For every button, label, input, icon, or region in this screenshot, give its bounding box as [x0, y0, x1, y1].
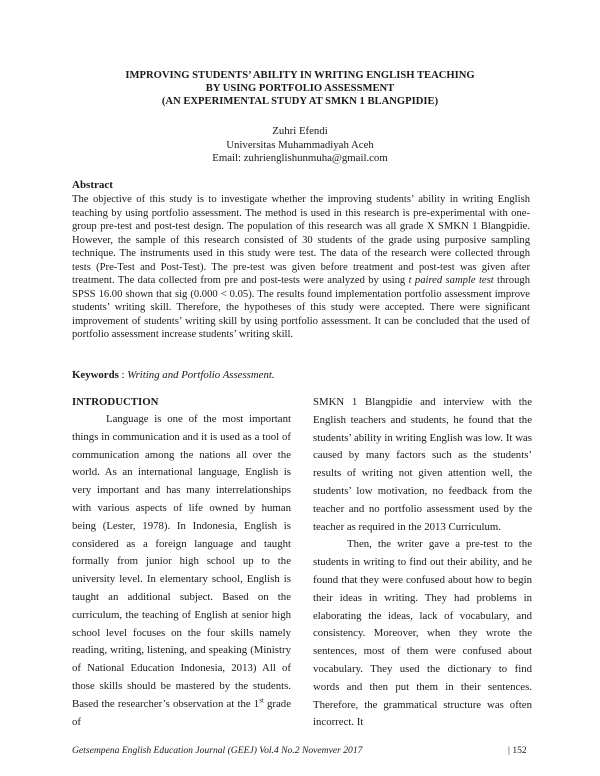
left-column	[72, 394, 291, 731]
right-column	[313, 394, 532, 732]
intro-paragraph-1-text: Language is one of the most important things in communication and it is used as a tool of communication among the nations all over the world. As an international language, English is very important and has many interrelationships with various aspects of life owned by human being (Lester, 1978). In Indonesia, English is considered as a foreign language and taught formally from junior high school up to the university level. In elementary school, English is taught an additional subject. Based on the curriculum, the teaching of English at senior high school level focuses on the four skills namely reading, writing, listening, and speaking (Ministry of National Education Indonesia, 2013) All of those skills should be mastered by the students. Based the researcher’s observation at the 1	[72, 413, 291, 710]
title-line-3: (AN EXPERIMENTAL STUDY AT SMKN 1 BLANGPIDIE)	[161, 96, 439, 107]
author-name: Zuhri Efendi	[272, 125, 328, 137]
author-block	[60, 125, 540, 166]
abstract-heading: Abstract	[72, 179, 113, 191]
keywords-label: Keywords	[72, 369, 119, 381]
introduction-heading: INTRODUCTION	[72, 396, 159, 408]
intro-paragraph-1	[72, 411, 291, 731]
abstract-text	[72, 193, 530, 342]
footer-page-number: | 152	[508, 745, 527, 756]
keywords-line	[72, 369, 275, 381]
abstract-italic-term: t paired sample test	[408, 275, 494, 287]
intro-paragraph-1-end: grade of	[72, 697, 291, 728]
author-affiliation: Universitas Muhammadiyah Aceh	[226, 138, 374, 151]
keywords-separator: :	[118, 369, 128, 381]
intro-paragraph-continued: SMKN 1 Blangpidie and interview with the English teachers and students, he found that the students’ ability in writing English was low. It was caused by many factors such as the students’ results of writing not given attention well, the students’ low motivation, no feedback from the teacher and no portfolio assessment used by the teacher as required in the 2013 Curriculum.	[313, 396, 532, 533]
paper-title	[60, 69, 540, 108]
keywords-value: Writing and Portfolio Assessment.	[127, 369, 275, 381]
author-email: Email: zuhrienglishunmuha@gmail.com	[212, 152, 388, 164]
ordinal-suffix: st	[259, 696, 264, 705]
abstract-text-part-2: through SPSS 16.00 shown that sig (0.000 < 0.05). The results found implementation portfolio assessment improve students’ writing skill. Therefore, the hypotheses of this study were accepted. There were significant improvement of students’ writing skill by using portfolio assessment. It can be concluded that the used of portfolio assessment increase students’ writing skill.	[72, 275, 530, 341]
title-line-1: IMPROVING STUDENTS’ ABILITY IN WRITING ENGLISH TEACHING	[125, 70, 475, 81]
abstract-text-part-1: The objective of this study is to investigate whether the improving students’ ability in writing English teaching by using portfolio assessment. The method is used in this research is pre-experimental with one-group pre-test and post-test design. The population of this research was all grade X SMKN 1 Blangpidie. However, the sample of this research consisted of 30 students of the grade using purposive sampling technique. The instruments used in this study were test. The data of the research were collected through tests (Pre-Test and Post-Test). The pre-test was given before treatment and post-test was given after treatment. The data collected from pre and post-tests were analyzed by using	[72, 194, 530, 287]
intro-paragraph-2: Then, the writer gave a pre-test to the students in writing to find out their ability, and he found that they were confused about how to begin their ideas in writing. They had problems in elaborating the ideas, lack of vocabulary, and consistency. Moreover, when they wrote the sentences, most of them were confused about vocabulary. They used the dictionary to find words and then put them in their sentences. Therefore, the grammatical structure was often incorrect. It	[313, 538, 532, 729]
footer-journal: Getsempena English Education Journal (GEEJ) Vol.4 No.2 Novemver 2017	[72, 745, 363, 756]
title-line-2: BY USING PORTFOLIO ASSESSMENT	[205, 83, 395, 94]
